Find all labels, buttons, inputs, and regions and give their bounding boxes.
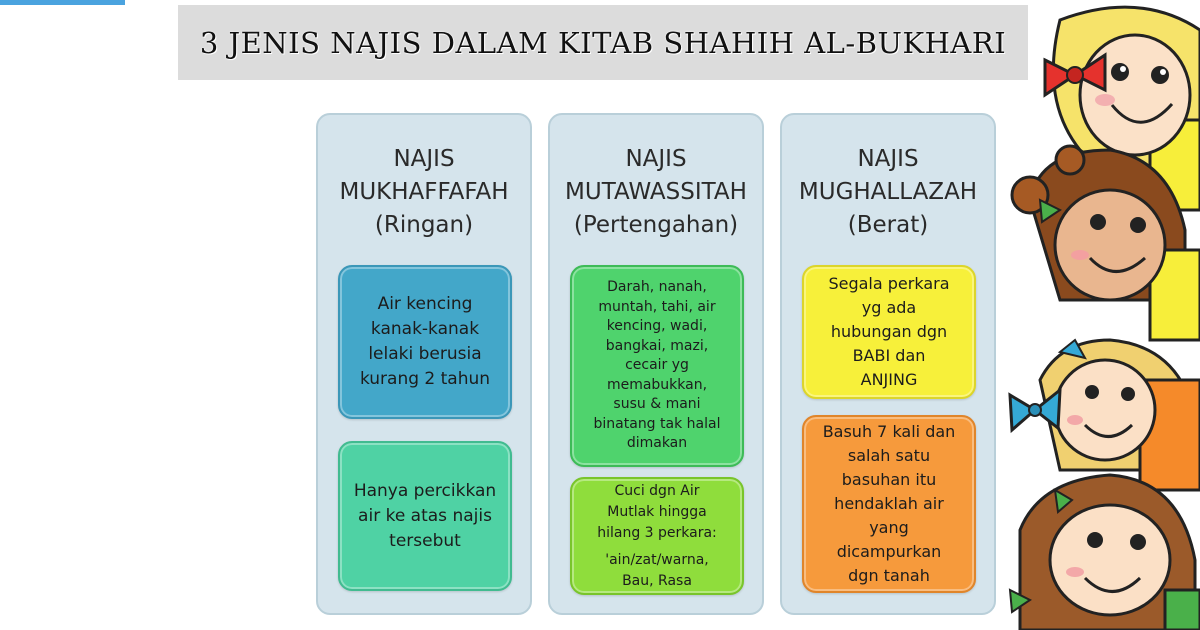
text-line: dgn tanah: [848, 566, 930, 585]
kid-face-icon: [1010, 340, 1200, 490]
heading-line: MUGHALLAZAH: [798, 179, 978, 205]
text-line: Darah, nanah,: [607, 279, 707, 296]
heading-line: NAJIS: [857, 146, 919, 172]
method-box: [570, 477, 744, 595]
text-line: hilang 3 perkara:: [597, 524, 717, 541]
text-line: bangkai, mazi,: [605, 337, 709, 354]
column-heading: [782, 143, 994, 242]
title-banner: [178, 5, 1028, 80]
text-line: kanak-kanak: [370, 319, 480, 339]
text-line: susu & mani: [613, 396, 701, 413]
text-line: hendaklah air: [834, 494, 944, 513]
cartoon-kids-illustration: [1000, 0, 1200, 630]
text-line: air ke atas najis: [358, 505, 492, 526]
text-line: dimakan: [626, 435, 688, 452]
text-line: Hanya percikkan: [353, 480, 497, 501]
text-line: 'ain/zat/warna,: [605, 551, 709, 568]
column-heading: [550, 143, 762, 242]
text-line: hubungan dgn: [830, 322, 948, 341]
heading-line: MUKHAFFAFAH: [339, 179, 509, 205]
text-line: ANJING: [860, 370, 918, 389]
text-line: cecair yg: [625, 357, 689, 374]
definition-box: [802, 265, 976, 399]
method-box: [338, 441, 512, 591]
definition-box: [338, 265, 512, 419]
page-title: 3 JENIS NAJIS DALAM KITAB SHAHIH AL-BUKHARI: [199, 25, 1007, 60]
column-mukhaffafah: [316, 113, 532, 615]
kid-face-icon: [1010, 475, 1200, 630]
method-box: [802, 415, 976, 593]
heading-line: NAJIS: [393, 146, 455, 172]
text-line: Mutlak hingga: [607, 503, 707, 520]
text-line: lelaki berusia: [368, 344, 482, 364]
text-line: basuhan itu: [841, 470, 937, 489]
text-line: dicampurkan: [836, 542, 942, 561]
text-line: Air kencing: [377, 294, 473, 314]
text-line: memabukkan,: [606, 376, 708, 393]
text-line: Segala perkara: [828, 274, 950, 293]
text-line: BABI dan: [852, 346, 926, 365]
column-mutawassitah: [548, 113, 764, 615]
heading-line: (Ringan): [374, 212, 474, 238]
text-line: kencing, wadi,: [606, 318, 708, 335]
corner-accent: [0, 0, 125, 5]
heading-line: (Berat): [847, 212, 929, 238]
text-line: yang: [869, 518, 909, 537]
heading-line: NAJIS: [625, 146, 687, 172]
text-line: binatang tak halal: [593, 415, 721, 432]
definition-box: [570, 265, 744, 467]
text-line: Basuh 7 kali dan: [822, 422, 956, 441]
heading-line: (Pertengahan): [573, 212, 739, 238]
column-heading: [318, 143, 530, 242]
text-line: Cuci dgn Air: [614, 482, 700, 499]
text-line: Bau, Rasa: [622, 572, 692, 589]
text-line: yg ada: [861, 298, 917, 317]
text-line: muntah, tahi, air: [598, 298, 716, 315]
column-mughallazah: [780, 113, 996, 615]
text-line: kurang 2 tahun: [359, 369, 491, 389]
text-line: salah satu: [847, 446, 931, 465]
text-line: tersebut: [389, 530, 461, 551]
heading-line: MUTAWASSITAH: [565, 179, 747, 205]
